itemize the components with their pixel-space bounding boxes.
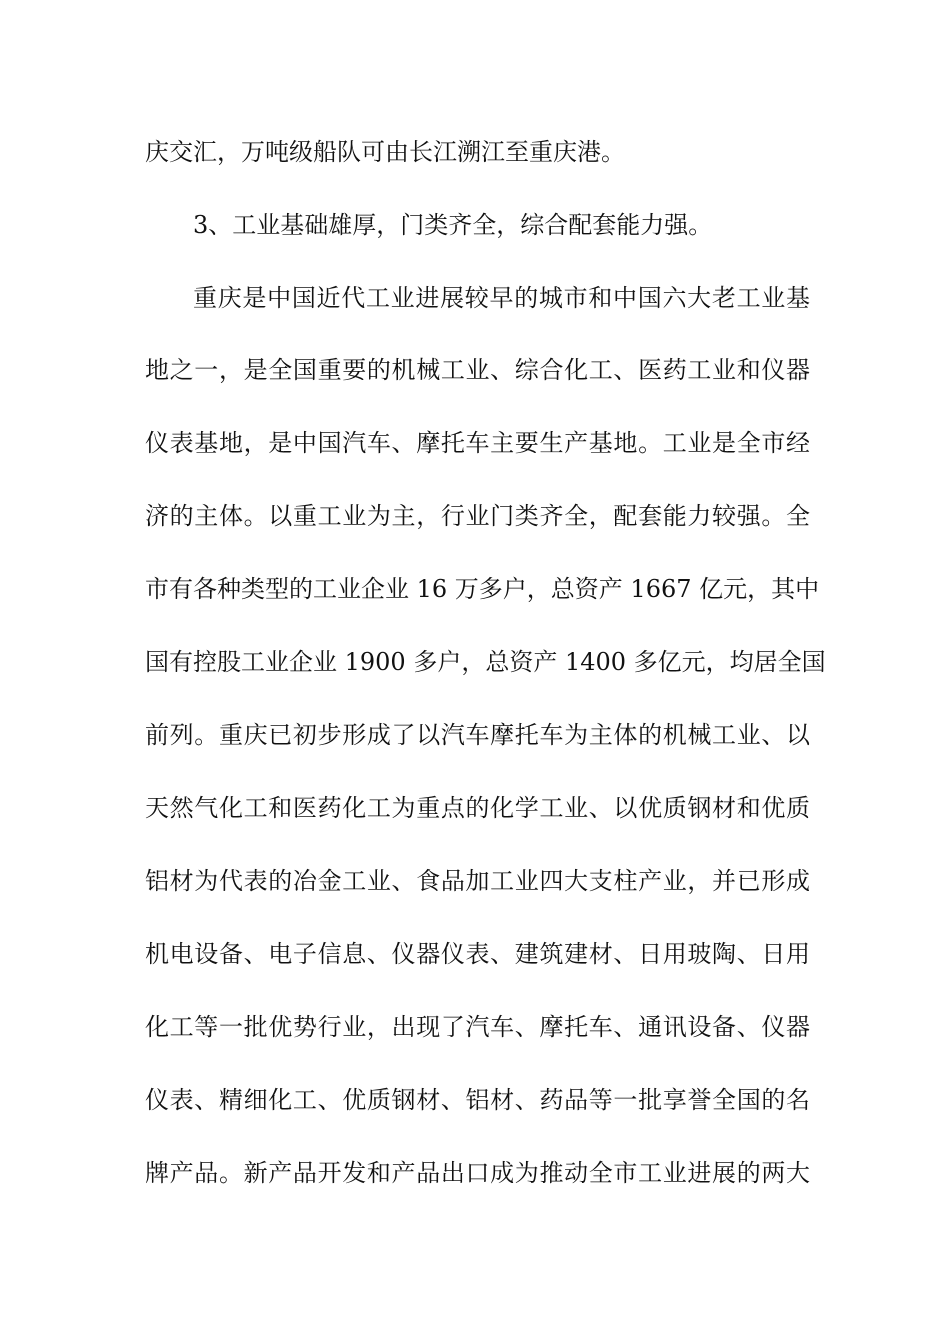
section-heading: 3、工业基础雄厚，门类齐全，综合配套能力强。 — [193, 211, 713, 239]
text-line: 仪表基地，是中国汽车、摩托车主要生产基地。工业是全市经 — [145, 429, 810, 457]
text-line: 市有各种类型的工业企业 16 万多户，总资产 1667 亿元，其中 — [145, 575, 820, 603]
text-line: 庆交汇，万吨级船队可由长江溯江至重庆港。 — [145, 138, 625, 166]
text-line: 前列。重庆已初步形成了以汽车摩托车为主体的机械工业、以 — [145, 721, 810, 749]
text-line: 国有控股工业企业 1900 多户，总资产 1400 多亿元，均居全国 — [145, 648, 826, 676]
text-line: 地之一，是全国重要的机械工业、综合化工、医药工业和仪器 — [145, 356, 810, 384]
text-line: 化工等一批优势行业，出现了汽车、摩托车、通讯设备、仪器 — [145, 1013, 810, 1041]
text-line: 牌产品。新产品开发和产品出口成为推动全市工业进展的两大 — [145, 1159, 810, 1187]
text-line: 机电设备、电子信息、仪器仪表、建筑建材、日用玻陶、日用 — [145, 940, 810, 968]
text-line: 济的主体。以重工业为主，行业门类齐全，配套能力较强。全 — [145, 502, 810, 530]
text-line: 仪表、精细化工、优质钢材、铝材、药品等一批享誉全国的名 — [145, 1086, 810, 1114]
text-line: 铝材为代表的冶金工业、食品加工业四大支柱产业，并已形成 — [145, 867, 810, 895]
text-line: 重庆是中国近代工业进展较早的城市和中国六大老工业基 — [193, 284, 810, 312]
text-line: 天然气化工和医药化工为重点的化学工业、以优质钢材和优质 — [145, 794, 810, 822]
